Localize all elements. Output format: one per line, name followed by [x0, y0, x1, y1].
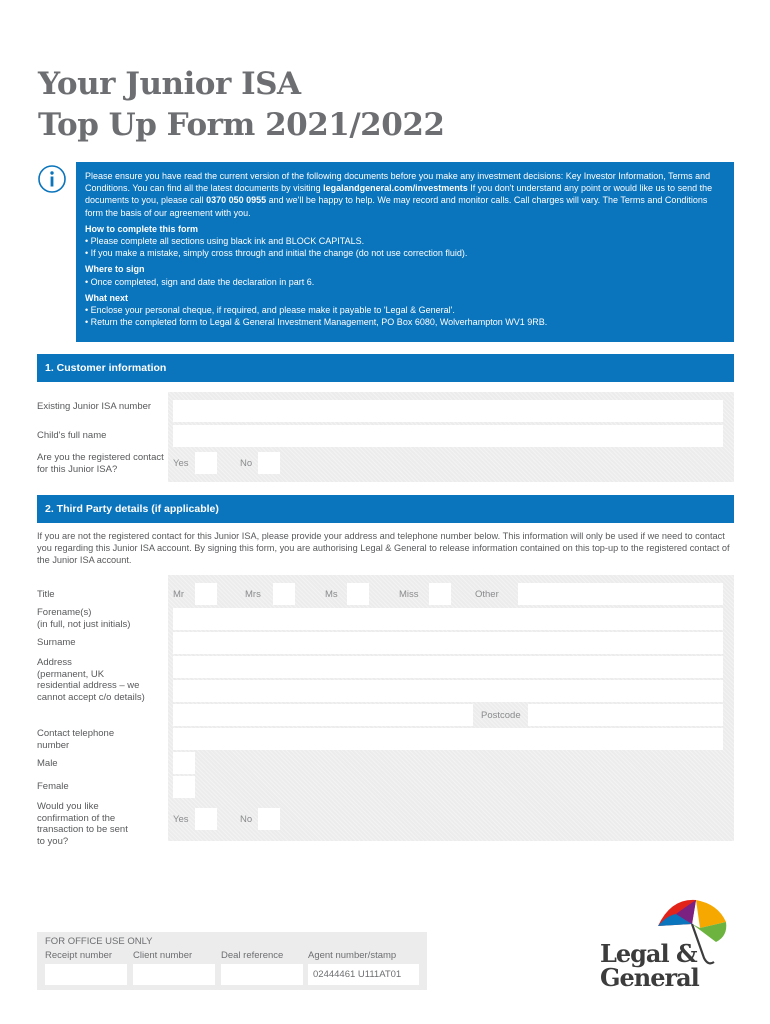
- next-item-1: • Enclose your personal cheque, if required, and please make it payable to 'Legal & General'.: [85, 305, 455, 316]
- confirmation-label-line-2: confirmation of the: [37, 812, 116, 824]
- title-label: Title: [37, 589, 55, 600]
- forename-label-line-1: Forename(s): [37, 607, 92, 618]
- title-mrs-label: Mrs: [245, 589, 261, 600]
- confirmation-yes-label: Yes: [173, 814, 189, 825]
- address-line-3-input[interactable]: [173, 704, 473, 726]
- confirmation-no-checkbox[interactable]: [258, 808, 280, 830]
- title-other-input[interactable]: [518, 583, 723, 605]
- address-line-1-input[interactable]: [173, 656, 723, 678]
- title-other-label: Other: [475, 589, 499, 600]
- office-use-box: [37, 932, 427, 990]
- info-box: [76, 162, 734, 342]
- title-ms-checkbox[interactable]: [347, 583, 369, 605]
- title-mr-label: Mr: [173, 589, 185, 600]
- info-text-b: If you don't understand any point or would like us to send the documents to you, please call: [85, 183, 713, 206]
- info-paragraph: [85, 170, 725, 219]
- section-2-intro: If you are not the registered contact for this Junior ISA, please provide your address and telephone number below. This information will only be used if we need to contact you regarding this Junior ISA account. By signing this form, you are authorising Legal & General to release information contained on this top-up to the registered contact of the Junior ISA account.: [37, 531, 730, 566]
- registered-no-label: No: [240, 458, 253, 469]
- next-title: What next: [85, 292, 129, 303]
- page-title: [38, 64, 444, 146]
- registered-contact-label: Are you the registered contact for this Junior ISA?: [37, 452, 164, 475]
- info-website-link[interactable]: legalandgeneral.com/investments: [323, 183, 468, 194]
- agent-number-label: Agent number/stamp: [308, 950, 397, 961]
- phone-label: [37, 728, 114, 751]
- agent-number-input[interactable]: [308, 964, 419, 985]
- surname-input[interactable]: [173, 632, 723, 654]
- postcode-input[interactable]: [528, 704, 723, 726]
- title-miss-label: Miss: [399, 589, 419, 600]
- title-line-1: Your Junior ISA: [38, 66, 301, 102]
- next-item-2: • Return the completed form to Legal & General Investment Management, PO Box 6080, Wolverhampton WV1 9RB.: [85, 317, 548, 328]
- how-title: How to complete this form: [85, 223, 199, 234]
- section-1-panel: [37, 392, 734, 482]
- title-mr-checkbox[interactable]: [195, 583, 217, 605]
- info-phone: 0370 050 0955: [206, 195, 267, 206]
- child-name-input[interactable]: [173, 425, 723, 447]
- forename-label-line-2: (in full, not just initials): [37, 618, 131, 630]
- phone-label-line-1: Contact telephone: [37, 728, 115, 739]
- confirmation-label-line-3: transaction to be sent: [37, 824, 128, 835]
- address-label-line-2: (permanent, UK: [37, 668, 105, 680]
- confirmation-label-line-1: Would you like: [37, 801, 99, 812]
- child-name-label: Child's full name: [37, 430, 107, 441]
- section-2-panel: [37, 575, 734, 847]
- client-number-input[interactable]: [133, 964, 215, 985]
- title-miss-checkbox[interactable]: [429, 583, 451, 605]
- deal-reference-input[interactable]: [221, 964, 303, 985]
- info-text-a: Please ensure you have read the current version of the following documents before you make any investment decisions: Key Investor Information, Terms and Conditions. You can find all the latest documents by visiting: [85, 171, 711, 194]
- address-label: [37, 657, 145, 703]
- receipt-number-input[interactable]: [45, 964, 127, 985]
- office-use-title: FOR OFFICE USE ONLY: [45, 936, 153, 947]
- logo-line-2: General: [600, 963, 699, 992]
- info-text-c: and we'll be happy to help. We may record and monitor calls. Call charges will vary. The Terms and Conditions form the basis of our agreement with you.: [85, 195, 708, 218]
- phone-input[interactable]: [173, 728, 723, 750]
- address-label-line-1: Address: [37, 657, 72, 668]
- where-title: Where to sign: [85, 264, 145, 275]
- forename-input[interactable]: [173, 608, 723, 630]
- registered-yes-label: Yes: [173, 458, 189, 469]
- where-item-1: • Once completed, sign and date the declaration in part 6.: [85, 276, 315, 287]
- registered-yes-checkbox[interactable]: [195, 452, 217, 474]
- title-ms-label: Ms: [325, 589, 338, 600]
- legal-and-general-logo: [600, 939, 699, 992]
- existing-isa-label: Existing Junior ISA number: [37, 401, 152, 412]
- male-label: Male: [37, 758, 58, 769]
- logo-line-1: Legal &: [600, 939, 697, 968]
- forename-label: [37, 607, 130, 630]
- confirmation-no-label: No: [240, 814, 253, 825]
- existing-isa-input[interactable]: [173, 400, 723, 422]
- address-label-line-4: cannot accept c/o details): [37, 691, 145, 703]
- address-line-2-input[interactable]: [173, 680, 723, 702]
- surname-label: Surname: [37, 637, 76, 648]
- female-label: Female: [37, 781, 69, 792]
- deal-reference-label: Deal reference: [221, 950, 284, 961]
- agent-number-value: 02444461 U111AT01: [313, 969, 402, 980]
- phone-label-line-2: number: [37, 739, 70, 751]
- address-label-line-3: residential address – we: [37, 680, 140, 691]
- title-line-2: Top Up Form 2021/2022: [38, 107, 445, 143]
- male-checkbox[interactable]: [173, 752, 195, 774]
- section-1-header: 1. Customer information: [37, 354, 734, 382]
- confirmation-label-line-4: to you?: [37, 835, 69, 847]
- female-checkbox[interactable]: [173, 776, 195, 798]
- confirmation-yes-checkbox[interactable]: [195, 808, 217, 830]
- postcode-label: Postcode: [481, 710, 521, 721]
- client-number-label: Client number: [133, 950, 193, 961]
- confirmation-label: [37, 801, 128, 847]
- how-item-1: • Please complete all sections using black ink and BLOCK CAPITALS.: [85, 236, 365, 247]
- title-mrs-checkbox[interactable]: [273, 583, 295, 605]
- info-icon: [37, 164, 67, 194]
- how-item-2: • If you make a mistake, simply cross through and initial the change (do not use correction fluid).: [85, 248, 468, 259]
- section-2-header: 2. Third Party details (if applicable): [37, 495, 734, 523]
- receipt-number-label: Receipt number: [45, 950, 113, 961]
- registered-no-checkbox[interactable]: [258, 452, 280, 474]
